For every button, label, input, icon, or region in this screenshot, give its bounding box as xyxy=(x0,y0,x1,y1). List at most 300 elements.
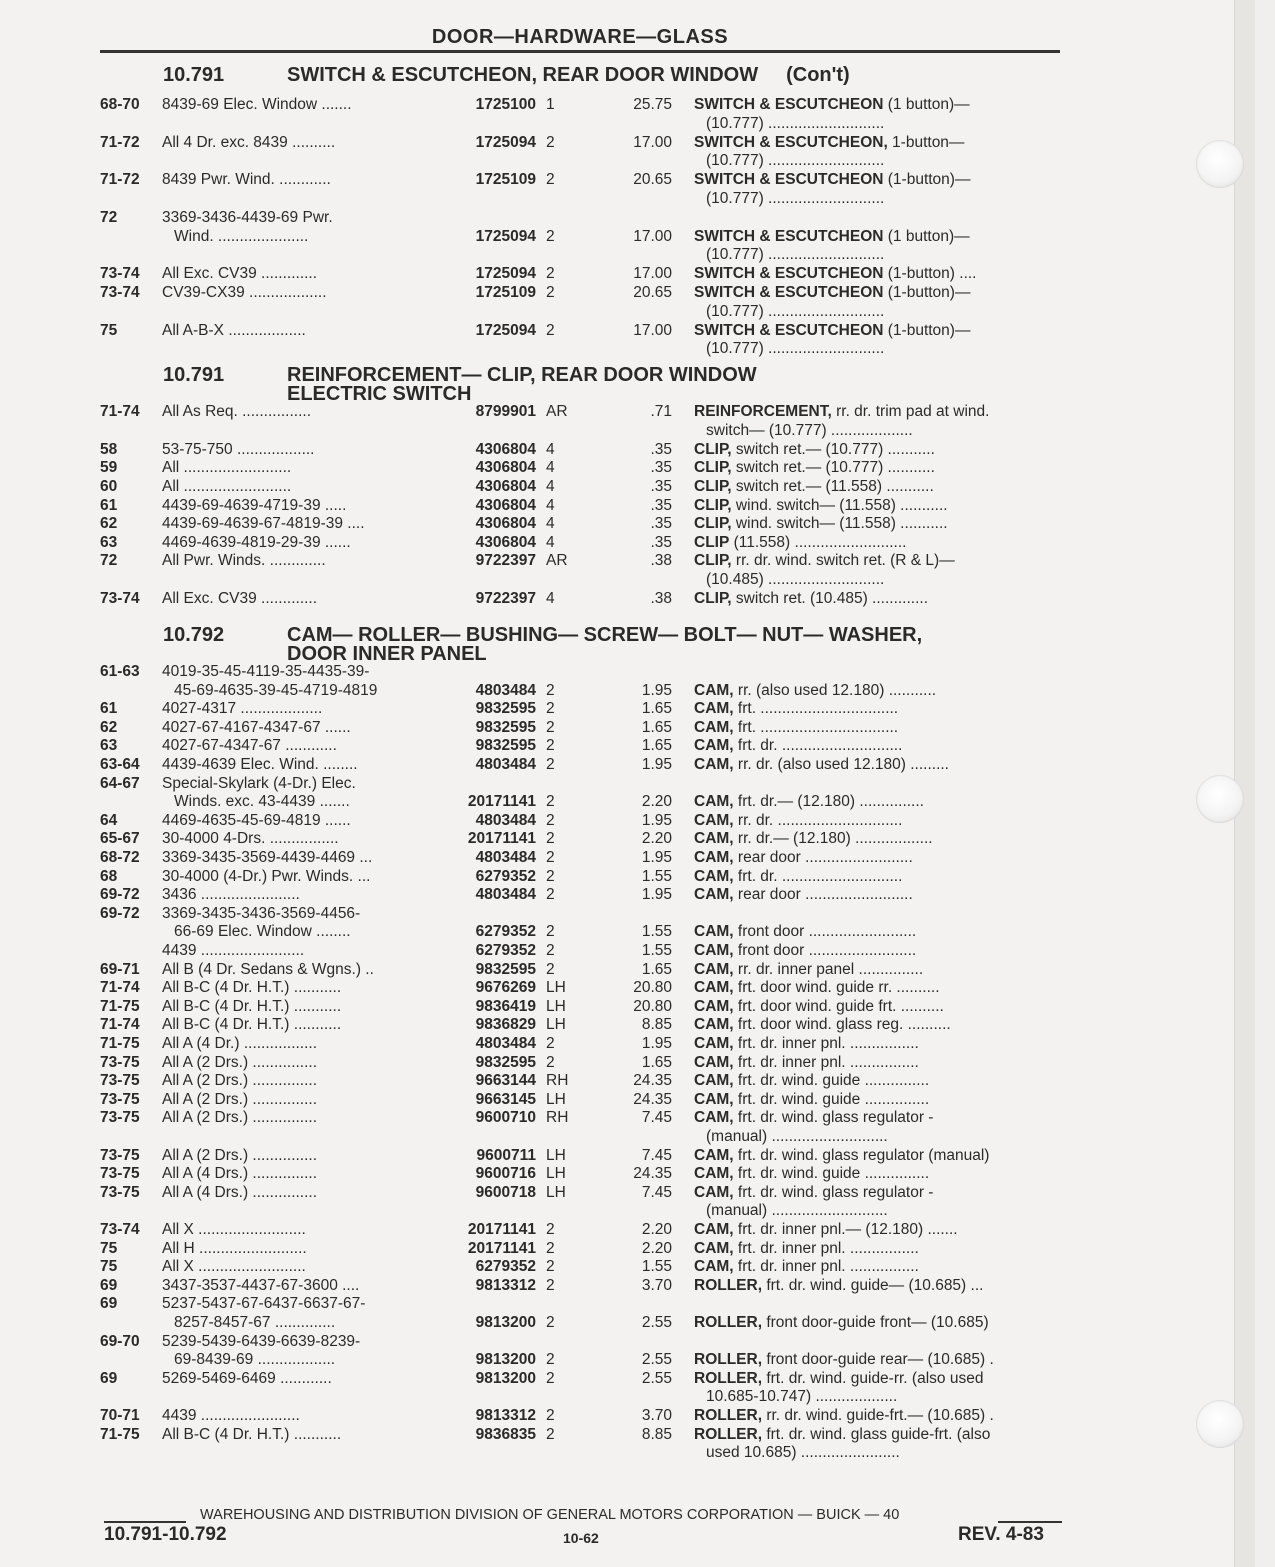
part-number: 9600718 xyxy=(475,1183,536,1201)
part-detail: (1-button)— xyxy=(883,171,971,189)
part-name: SWITCH & ESCUTCHEON, xyxy=(694,133,888,151)
model-year: 71-74 xyxy=(100,403,140,420)
part-number: 9832595 xyxy=(475,1053,536,1071)
section-continued: (Con't) xyxy=(786,64,850,86)
list-price: 2.20 xyxy=(641,1239,672,1257)
model-applicability: All A (2 Drs.) ............... xyxy=(162,1109,318,1127)
part-description-cont: used 10.685) ....................... xyxy=(706,1444,900,1462)
list-price: 3.70 xyxy=(641,1407,672,1424)
model-year: 69 xyxy=(100,1276,118,1294)
part-name: CAM, xyxy=(694,997,734,1015)
part-detail: rr. dr. inner panel ............... xyxy=(733,960,924,978)
list-price: 17.00 xyxy=(633,265,672,283)
model-applicability: 30-4000 4-Drs. ................ xyxy=(162,830,339,848)
quantity: 2 xyxy=(546,830,555,848)
list-price: .35 xyxy=(650,459,672,477)
part-name: CAM, xyxy=(694,1258,734,1276)
part-number: 4803484 xyxy=(475,811,536,829)
part-description xyxy=(694,1258,1062,1277)
model-applicability-cont: 66-69 Elec. Window ........ xyxy=(174,923,351,941)
part-detail: frt. dr. wind. guide-rr. (also used xyxy=(762,1369,984,1387)
model-year: 71-74 xyxy=(100,1016,140,1034)
part-detail: (1 button)— xyxy=(883,227,970,245)
quantity: 4 xyxy=(546,459,555,477)
list-price: 1.55 xyxy=(641,1258,672,1276)
part-number: 4803484 xyxy=(475,756,536,773)
list-price: .35 xyxy=(650,533,672,551)
part-description xyxy=(694,552,1062,571)
list-price: 24.35 xyxy=(633,1165,672,1183)
part-detail: frt. ................................ xyxy=(733,700,899,718)
model-applicability: All H ......................... xyxy=(162,1239,307,1257)
part-name: CAM, xyxy=(694,1221,734,1238)
section-title-text: SWITCH & ESCUTCHEON, REAR DOOR WINDOW (Con't) xyxy=(287,64,850,86)
part-number: 9813200 xyxy=(475,1313,536,1331)
list-price: 1.95 xyxy=(641,811,672,829)
model-applicability: All B-C (4 Dr. H.T.) ........... xyxy=(162,1016,342,1034)
part-number: 4306804 xyxy=(475,533,536,551)
part-name: CAM, xyxy=(694,886,734,904)
model-applicability: All B (4 Dr. Sedans & Wgns.) .. xyxy=(162,960,374,978)
quantity: LH xyxy=(546,1183,566,1201)
model-applicability: 53-75-750 .................. xyxy=(162,440,315,458)
model-year: 72 xyxy=(100,209,118,227)
quantity: 2 xyxy=(546,171,555,189)
part-name: CAM, xyxy=(694,718,734,736)
section-title-line2: ELECTRIC SWITCH xyxy=(287,383,472,405)
part-description xyxy=(694,812,1062,831)
part-detail: frt. dr. wind. glass guide-frt. (also xyxy=(762,1425,991,1443)
part-detail: frt. dr. wind. guide ............... xyxy=(733,1090,930,1108)
model-applicability: 4439 ....................... xyxy=(162,1407,300,1424)
model-year: 58 xyxy=(100,440,118,458)
part-description xyxy=(694,886,1062,905)
list-price: 17.00 xyxy=(633,133,672,151)
part-name: REINFORCEMENT, xyxy=(694,403,832,420)
part-number: 9813312 xyxy=(475,1407,536,1424)
list-price: 1.95 xyxy=(641,681,672,699)
model-applicability: All A (4 Drs.) ............... xyxy=(162,1183,318,1201)
part-description xyxy=(694,459,1062,478)
list-price: 1.95 xyxy=(641,886,672,904)
part-description xyxy=(694,1165,1062,1184)
part-detail: frt. dr. wind. glass regulator - xyxy=(733,1109,934,1127)
part-name: SWITCH & ESCUTCHEON xyxy=(694,227,884,245)
part-description xyxy=(694,1314,1062,1333)
part-description xyxy=(694,322,1062,341)
part-name: CAM, xyxy=(694,1072,734,1090)
quantity: 4 xyxy=(546,477,555,495)
quantity: LH xyxy=(546,979,566,997)
quantity: 1 xyxy=(546,96,555,113)
list-price: 1.65 xyxy=(641,700,672,718)
model-year: 75 xyxy=(100,321,118,339)
footer-division: WAREHOUSING AND DISTRIBUTION DIVISION OF GENERAL MOTORS CORPORATION — BUICK — 40 xyxy=(200,1507,900,1523)
quantity: 2 xyxy=(546,227,555,245)
model-applicability: All B-C (4 Dr. H.T.) ........... xyxy=(162,997,342,1015)
model-applicability: 5239-5439-6439-6639-8239- xyxy=(162,1332,361,1350)
part-name: ROLLER, xyxy=(694,1351,763,1369)
part-detail: 1-button— xyxy=(887,133,965,151)
quantity: LH xyxy=(546,1090,566,1108)
binder-hole xyxy=(1196,1400,1244,1448)
part-description xyxy=(694,961,1062,980)
part-description xyxy=(694,700,1062,719)
model-applicability: 4019-35-45-4119-35-4435-39- xyxy=(162,663,370,680)
list-price: 7.45 xyxy=(641,1183,672,1201)
part-description-cont: (10.777) ........................... xyxy=(706,189,885,207)
model-applicability: All A (4 Dr.) ................. xyxy=(162,1035,318,1052)
model-applicability: All A (2 Drs.) ............... xyxy=(162,1146,318,1164)
part-detail: wind. switch— (11.558) ........... xyxy=(731,515,948,533)
part-name: CAM, xyxy=(694,1090,734,1108)
model-year: 71-72 xyxy=(100,133,140,151)
part-name: CAM, xyxy=(694,1239,734,1257)
quantity: 2 xyxy=(546,1053,555,1071)
part-name: CLIP, xyxy=(694,440,732,458)
part-number: 4306804 xyxy=(475,515,536,533)
part-number: 9600710 xyxy=(475,1109,536,1127)
list-price: 17.00 xyxy=(633,227,672,245)
model-year: 73-75 xyxy=(100,1072,140,1090)
part-number: 9832595 xyxy=(475,718,536,736)
part-description xyxy=(694,737,1062,756)
part-detail: (1 button)— xyxy=(883,96,970,113)
model-applicability: 3369-3435-3569-4439-4469 ... xyxy=(162,849,373,866)
model-year: 71-75 xyxy=(100,1035,140,1052)
part-description xyxy=(694,1091,1062,1110)
model-applicability: 4027-67-4347-67 ............ xyxy=(162,737,337,755)
part-number: 9836835 xyxy=(475,1425,536,1443)
quantity: 2 xyxy=(546,700,555,718)
model-year: 69-72 xyxy=(100,886,140,904)
part-number: 9722397 xyxy=(475,552,536,570)
part-number: 6279352 xyxy=(475,1258,536,1276)
part-name: CAM, xyxy=(694,960,734,978)
part-name: SWITCH & ESCUTCHEON xyxy=(694,265,884,283)
model-year: 69-70 xyxy=(100,1332,140,1350)
model-year: 75 xyxy=(100,1239,118,1257)
quantity: 4 xyxy=(546,533,555,551)
part-name: CLIP, xyxy=(694,552,732,570)
model-applicability: 30-4000 (4-Dr.) Pwr. Winds. ... xyxy=(162,867,371,885)
list-price: 20.65 xyxy=(633,171,672,189)
model-year: 73-75 xyxy=(100,1183,140,1201)
model-year: 59 xyxy=(100,459,118,477)
part-number: 9663145 xyxy=(475,1090,536,1108)
list-price: 1.95 xyxy=(641,849,672,866)
part-name: CAM, xyxy=(694,830,734,848)
part-detail: frt. ................................ xyxy=(733,718,899,736)
part-detail: frt. dr. wind. guide— (10.685) ... xyxy=(762,1276,984,1294)
part-description xyxy=(694,1426,1062,1445)
model-applicability: All As Req. ................ xyxy=(162,403,312,420)
part-description-cont: switch— (10.777) ................... xyxy=(706,421,913,439)
model-applicability: All A (2 Drs.) ............... xyxy=(162,1072,318,1090)
quantity: RH xyxy=(546,1109,569,1127)
part-description xyxy=(694,923,1062,942)
model-year: 64-67 xyxy=(100,774,140,792)
part-description xyxy=(694,534,1062,553)
part-description xyxy=(694,441,1062,460)
list-price: .38 xyxy=(650,590,672,607)
model-year: 71-74 xyxy=(100,979,140,997)
list-price: 24.35 xyxy=(633,1072,672,1090)
part-name: CLIP, xyxy=(694,515,732,533)
model-applicability-cont: 45-69-4635-39-45-4719-4819 xyxy=(174,681,378,699)
list-price: 1.55 xyxy=(641,923,672,941)
list-price: .35 xyxy=(650,440,672,458)
model-applicability: 4027-4317 ................... xyxy=(162,700,323,718)
part-description xyxy=(694,1407,1062,1426)
section-number: 10.791 xyxy=(163,364,225,386)
part-number: 9663144 xyxy=(475,1072,536,1090)
model-year: 72 xyxy=(100,552,118,570)
quantity: 2 xyxy=(546,1407,555,1424)
list-price: 24.35 xyxy=(633,1090,672,1108)
model-year: 68-72 xyxy=(100,849,140,866)
model-year: 73-74 xyxy=(100,1221,140,1238)
list-price: 2.55 xyxy=(641,1369,672,1387)
quantity: LH xyxy=(546,1146,566,1164)
list-price: 2.55 xyxy=(641,1351,672,1369)
quantity: 2 xyxy=(546,1276,555,1294)
model-applicability: 3436 ....................... xyxy=(162,886,300,904)
part-description xyxy=(694,1072,1062,1091)
list-price: 20.80 xyxy=(633,997,672,1015)
part-detail: rr. dr. (also used 12.180) ......... xyxy=(733,756,949,773)
part-number: 6279352 xyxy=(475,923,536,941)
model-applicability: 4439-69-4639-67-4819-39 .... xyxy=(162,515,365,533)
part-number: 1725094 xyxy=(475,133,536,151)
part-detail: frt. dr. inner pnl. ................ xyxy=(733,1053,919,1071)
part-number: 4306804 xyxy=(475,477,536,495)
part-name: CLIP, xyxy=(694,496,732,514)
part-number: 4306804 xyxy=(475,440,536,458)
model-applicability: All A (2 Drs.) ............... xyxy=(162,1053,318,1071)
list-price: 17.00 xyxy=(633,321,672,339)
model-year: 63 xyxy=(100,533,118,551)
model-year: 63 xyxy=(100,737,118,755)
part-number: 20171141 xyxy=(467,793,536,811)
model-year: 73-75 xyxy=(100,1090,140,1108)
part-detail: frt. dr. wind. guide ............... xyxy=(733,1072,930,1090)
quantity: 2 xyxy=(546,737,555,755)
part-name: ROLLER, xyxy=(694,1313,763,1331)
model-applicability: 3369-3435-3436-3569-4456- xyxy=(162,904,361,922)
part-name: SWITCH & ESCUTCHEON xyxy=(694,96,884,113)
quantity: 4 xyxy=(546,496,555,514)
part-number: 9813312 xyxy=(475,1276,536,1294)
section-number: 10.791 xyxy=(163,64,225,86)
model-applicability: 3369-3436-4439-69 Pwr. xyxy=(162,209,333,227)
model-applicability: 4469-4635-45-69-4819 ...... xyxy=(162,811,351,829)
part-number: 4803484 xyxy=(475,886,536,904)
model-year: 68-70 xyxy=(100,96,140,113)
part-name: CAM, xyxy=(694,793,734,811)
model-applicability: All Exc. CV39 ............. xyxy=(162,590,318,607)
model-year: 64 xyxy=(100,811,118,829)
part-description xyxy=(694,590,1062,609)
title-rule xyxy=(100,50,1060,53)
quantity: 2 xyxy=(546,1239,555,1257)
part-detail: switch ret.— (11.558) ........... xyxy=(731,477,934,495)
part-number: 1725100 xyxy=(475,96,536,113)
part-description xyxy=(694,1016,1062,1035)
part-description xyxy=(694,942,1062,961)
list-price: .35 xyxy=(650,515,672,533)
part-name: CAM, xyxy=(694,681,734,699)
model-year: 71-75 xyxy=(100,1425,140,1443)
quantity: 2 xyxy=(546,1351,555,1369)
part-detail: frt. dr. inner pnl. ................ xyxy=(733,1035,919,1052)
part-detail: rr. dr. wind. switch ret. (R & L)— xyxy=(731,552,955,570)
part-detail: (1-button)— xyxy=(883,321,971,339)
model-year: 73-74 xyxy=(100,590,140,607)
list-price: 7.45 xyxy=(641,1109,672,1127)
part-name: CLIP, xyxy=(694,590,732,607)
model-applicability: All X ......................... xyxy=(162,1221,306,1238)
model-applicability: All X ......................... xyxy=(162,1258,306,1276)
part-number: 4803484 xyxy=(475,849,536,866)
list-price: 2.20 xyxy=(641,793,672,811)
part-description xyxy=(694,979,1062,998)
model-applicability: Special-Skylark (4-Dr.) Elec. xyxy=(162,774,356,792)
part-name: SWITCH & ESCUTCHEON xyxy=(694,171,884,189)
part-number: 9832595 xyxy=(475,700,536,718)
part-description xyxy=(694,1240,1062,1259)
model-applicability: All A-B-X .................. xyxy=(162,321,306,339)
part-description xyxy=(694,96,1062,115)
list-price: 1.55 xyxy=(641,867,672,885)
part-name: SWITCH & ESCUTCHEON xyxy=(694,284,884,301)
quantity: 2 xyxy=(546,1221,555,1238)
part-detail: frt. dr. inner pnl. ................ xyxy=(733,1258,919,1276)
part-number: 20171141 xyxy=(467,1221,536,1238)
part-number: 1725094 xyxy=(475,227,536,245)
part-description xyxy=(694,793,1062,812)
model-applicability: 5237-5437-67-6437-6637-67- xyxy=(162,1295,366,1313)
part-description xyxy=(694,849,1062,868)
model-year: 65-67 xyxy=(100,830,140,848)
part-description-cont: 10.685-10.747) ................... xyxy=(706,1388,898,1406)
model-year: 73-74 xyxy=(100,284,140,301)
part-number: 9676269 xyxy=(475,979,536,997)
list-price: 2.20 xyxy=(641,1221,672,1238)
quantity: LH xyxy=(546,997,566,1015)
quantity: 2 xyxy=(546,681,555,699)
model-applicability: All A (2 Drs.) ............... xyxy=(162,1090,318,1108)
part-description-cont: (10.777) ........................... xyxy=(706,152,885,170)
model-applicability: All A (4 Drs.) ............... xyxy=(162,1165,318,1183)
part-name: CAM, xyxy=(694,849,734,866)
model-applicability: All ......................... xyxy=(162,459,292,477)
quantity: 2 xyxy=(546,265,555,283)
model-year: 62 xyxy=(100,718,118,736)
part-name: CAM, xyxy=(694,1183,734,1201)
part-name: CAM, xyxy=(694,1165,734,1183)
part-detail: frt. dr. wind. glass regulator (manual) xyxy=(733,1146,990,1164)
quantity: AR xyxy=(546,403,568,420)
quantity: 2 xyxy=(546,133,555,151)
model-year: 71-72 xyxy=(100,171,140,189)
part-number: 1725094 xyxy=(475,265,536,283)
model-applicability: 8439-69 Elec. Window ....... xyxy=(162,96,352,113)
part-detail: frt. door wind. glass reg. .......... xyxy=(733,1016,951,1034)
part-description xyxy=(694,1370,1062,1389)
list-price: 1.95 xyxy=(641,1035,672,1052)
part-description xyxy=(694,1109,1062,1128)
part-name: ROLLER, xyxy=(694,1369,763,1387)
quantity: 2 xyxy=(546,867,555,885)
footer-section-range: 10.791-10.792 xyxy=(104,1524,227,1545)
part-detail: front door ......................... xyxy=(733,923,917,941)
model-applicability: 4439 ........................ xyxy=(162,942,305,959)
model-applicability: All Pwr. Winds. ............. xyxy=(162,552,326,570)
model-year: 69 xyxy=(100,1369,118,1387)
model-applicability: All B-C (4 Dr. H.T.) ........... xyxy=(162,1425,342,1443)
part-description xyxy=(694,1147,1062,1166)
model-year: 63-64 xyxy=(100,756,140,773)
part-description-cont: (10.777) ........................... xyxy=(706,302,885,320)
part-number: 1725094 xyxy=(475,321,536,339)
part-description-cont: (manual) ........................... xyxy=(706,1202,888,1220)
model-year: 68 xyxy=(100,867,118,885)
part-number: 9813200 xyxy=(475,1369,536,1387)
quantity: 2 xyxy=(546,1035,555,1052)
quantity: 2 xyxy=(546,1313,555,1331)
quantity: 2 xyxy=(546,1369,555,1387)
quantity: LH xyxy=(546,1016,566,1034)
quantity: 2 xyxy=(546,923,555,941)
part-number: 4803484 xyxy=(475,1035,536,1052)
part-number: 9600716 xyxy=(475,1165,536,1183)
footer-revision: REV. 4-83 xyxy=(958,1524,1044,1545)
section-title-text: REINFORCEMENT— CLIP, REAR DOOR WINDOW xyxy=(287,364,757,386)
list-price: 1.95 xyxy=(641,756,672,773)
quantity: 2 xyxy=(546,756,555,773)
part-number: 1725109 xyxy=(475,171,536,189)
part-description-cont: (10.777) ........................... xyxy=(706,246,885,264)
part-detail: front door-guide rear— (10.685) . xyxy=(762,1351,994,1369)
quantity: 2 xyxy=(546,718,555,736)
part-number: 9722397 xyxy=(475,590,536,607)
part-description xyxy=(694,1184,1062,1203)
part-description xyxy=(694,134,1062,153)
quantity: 2 xyxy=(546,284,555,301)
list-price: 20.65 xyxy=(633,284,672,301)
part-number: 4803484 xyxy=(475,681,536,699)
part-detail: switch ret. (10.485) ............. xyxy=(731,590,929,607)
list-price: .71 xyxy=(650,403,672,420)
list-price: 7.45 xyxy=(641,1146,672,1164)
part-number: 6279352 xyxy=(475,867,536,885)
quantity: 2 xyxy=(546,886,555,904)
part-detail: front door ......................... xyxy=(733,942,917,959)
part-name: SWITCH & ESCUTCHEON xyxy=(694,321,884,339)
list-price: 2.20 xyxy=(641,830,672,848)
part-detail: frt. dr. inner pnl.— (12.180) ....... xyxy=(733,1221,958,1238)
model-applicability: 4439-69-4639-4719-39 ..... xyxy=(162,496,347,514)
part-number: 6279352 xyxy=(475,942,536,959)
model-applicability: CV39-CX39 .................. xyxy=(162,284,327,301)
part-description-cont: (10.777) ........................... xyxy=(706,114,885,132)
list-price: 1.55 xyxy=(641,942,672,959)
footer-rule-left xyxy=(104,1521,186,1523)
part-detail: rr. dr.— (12.180) .................. xyxy=(733,830,933,848)
model-year: 61 xyxy=(100,700,118,718)
part-number: 4306804 xyxy=(475,459,536,477)
